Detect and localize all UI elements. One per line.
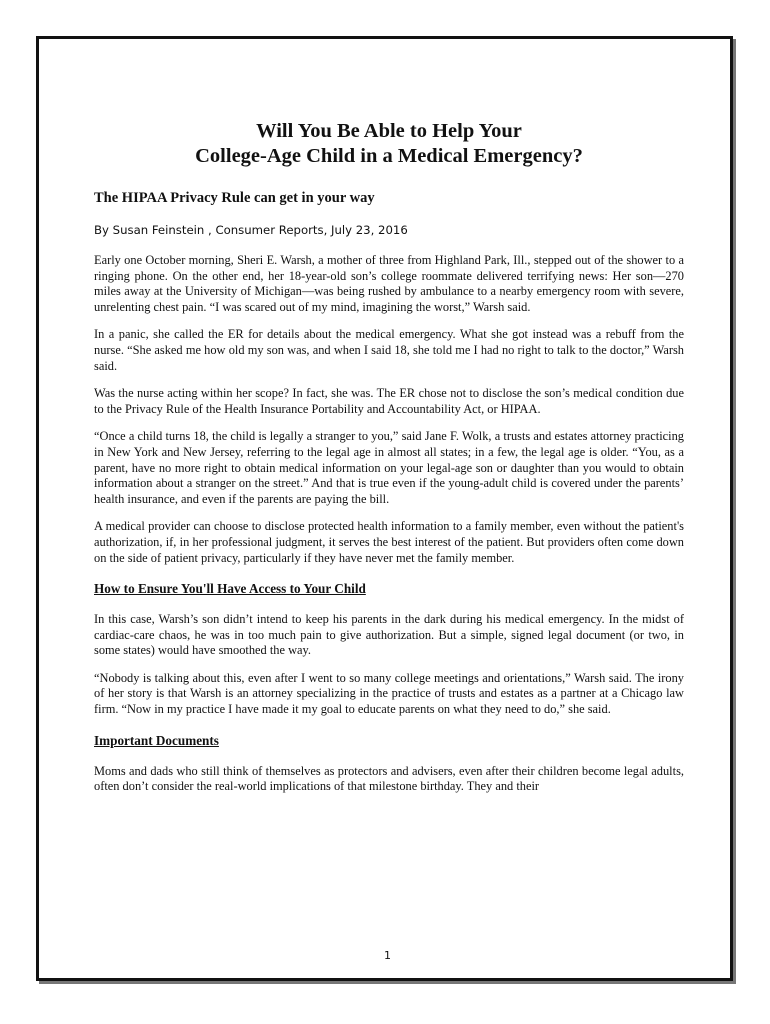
paragraph: In a panic, she called the ER for details about the medical emergency. What she got instead was a rebuff from the nurse. “She asked me how old my son was, and when I said 18, she told me I had no right to talk to the doctor,” Warsh said. [94,327,684,373]
article-body [94,119,684,795]
article-title [94,119,684,169]
article-subtitle: The HIPAA Privacy Rule can get in your way [94,190,375,206]
paragraph: A medical provider can choose to disclose protected health information to a family member, even without the patient's authorization, if, in her professional judgment, it serves the best interest of the patient. But providers often come down on the side of patient privacy, particularly if they have never met the family member. [94,519,684,565]
page-number: 1 [384,949,391,962]
paragraph: Early one October morning, Sheri E. Warsh, a mother of three from Highland Park, Ill., stepped out of the shower to a ringing phone. On the other end, her 18-year-old son’s college roommate delivered terrifying news: Her son—270 miles away at the University of Michigan—was being rushed by ambulance to a nearby emergency room with severe, unrelenting chest pain. “I was scared out of my mind, imagining the worst,” Warsh said. [94,253,684,314]
article-title-line-1: Will You Be Able to Help Your [256,120,522,142]
paragraph: “Once a child turns 18, the child is legally a stranger to you,” said Jane F. Wolk, a trusts and estates attorney practicing in New York and New Jersey, referring to the legal age in almost all states; in a few, the legal age is older. “You, as a parent, have no more right to obtain medical information on your legal-age son or daughter than you would to obtain information about a stranger on the street.” And that is true even if the young-adult child is covered under the parents’ health insurance, and even if the parents are paying the bill. [94,429,684,506]
paragraph: Was the nurse acting within her scope? In fact, she was. The ER chose not to disclose the son’s medical condition due to the Privacy Rule of the Health Insurance Portability and Accountability Act, or HIPAA. [94,386,684,416]
byline: By Susan Feinstein , Consumer Reports, July 23, 2016 [94,223,408,237]
section-heading-access: How to Ensure You'll Have Access to Your Child [94,581,366,597]
paragraph: “Nobody is talking about this, even after I went to so many college meetings and orientations,” Warsh said. The irony of her story is that Warsh is an attorney specializing in the practice of trusts and estates as a partner at a Chicago law firm. “Now in my practice I have made it my goal to educate parents on what they need to do,” she said. [94,670,684,717]
section-heading-documents: Important Documents [94,732,219,748]
paragraph: Moms and dads who still think of themselves as protectors and advisers, even after their children become legal adults, often don’t consider the real-world implications of that milestone birthday. They and their [94,763,684,794]
page-frame [36,36,733,981]
article-title-line-2: College-Age Child in a Medical Emergency? [195,145,583,167]
paragraph: In this case, Warsh’s son didn’t intend to keep his parents in the dark during his medical emergency. In the midst of cardiac-care chaos, he was in too much pain to give authorization. But a simple, signed legal document (or two, in some states) would have smoothed the way. [94,612,684,658]
